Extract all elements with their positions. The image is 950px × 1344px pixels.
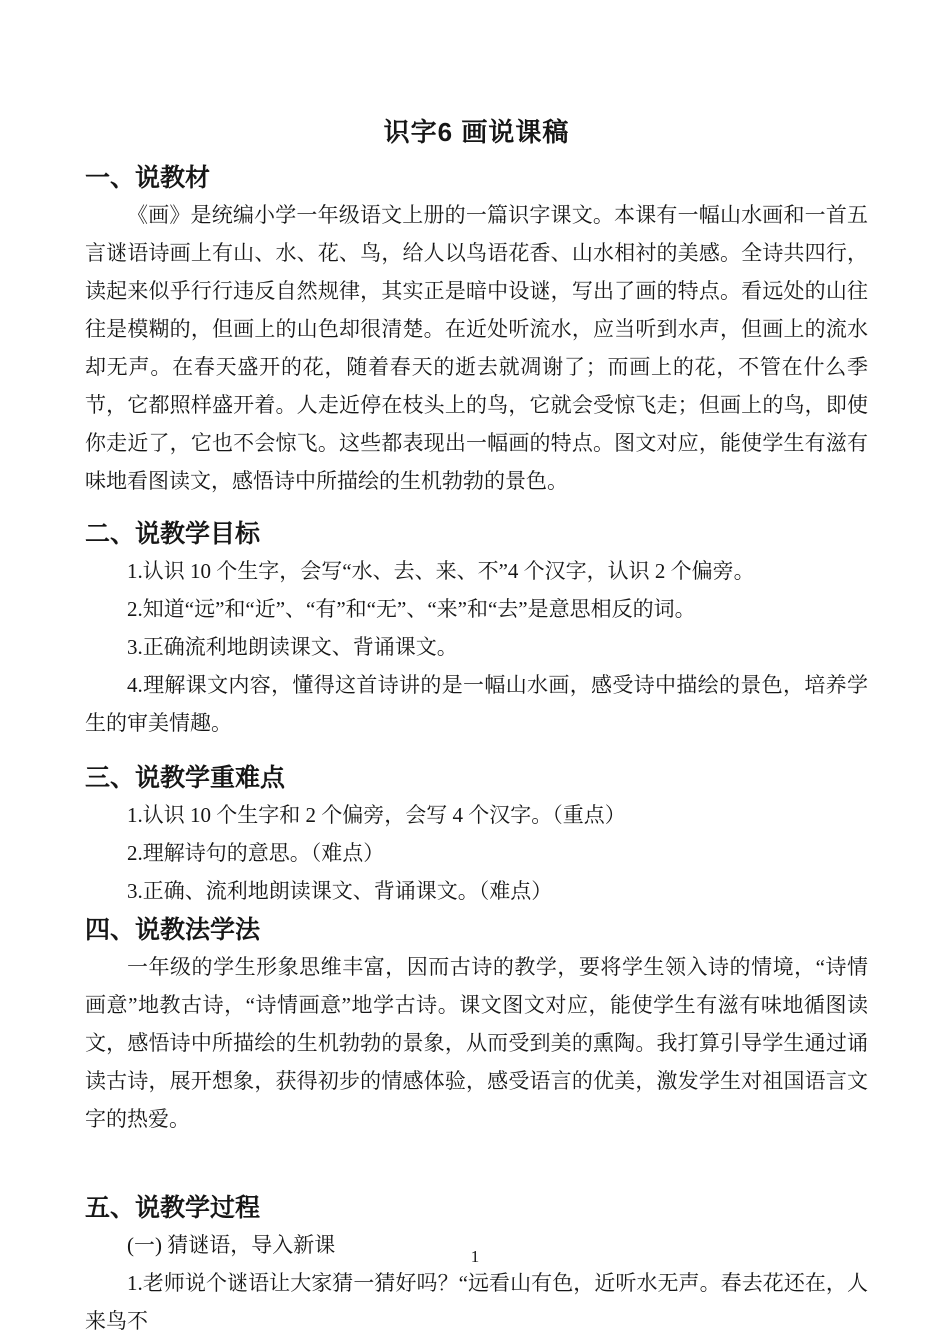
sub-step-title: (一) 猜谜语，导入新课	[127, 1233, 336, 1257]
section-shuo-jiaocai	[85, 160, 868, 500]
section-heading-shuo-jiaocai: 一、说教材	[85, 164, 211, 192]
list-item: 2.知道“远”和“近”、“有”和“无”、“来”和“去”是意思相反的词。	[127, 597, 696, 621]
paragraph: 一年级的学生形象思维丰富，因而古诗的教学，要将学生领入诗的情境，“诗情画意”地教古诗，“诗情画意”地学古诗。课文图文对应，能使学生有滋有味地循图读文，感悟诗中所描绘的生机勃勃的景象，从而受到美的熏陶。我打算引导学生通过诵读古诗，展开想象，获得初步的情感体验，感受语言的优美，激发学生对祖国语言文字的热爱。	[85, 955, 868, 1131]
list-item: 4.理解课文内容，懂得这首诗讲的是一幅山水画，感受诗中描绘的景色，培养学生的审美情趣。	[85, 673, 868, 735]
list-item: 3.正确、流利地朗读课文、背诵课文。（难点）	[127, 879, 553, 903]
section-heading-jiaoxue-guocheng: 五、说教学过程	[85, 1194, 261, 1222]
section-heading-jiaoxue-mubiao: 二、说教学目标	[85, 520, 261, 548]
document-title: 识字6 画说课稿	[383, 117, 570, 147]
list-item: 1.认识 10 个生字和 2 个偏旁，会写 4 个汉字。（重点）	[127, 803, 626, 827]
list-item: 3.正确流利地朗读课文、背诵课文。	[127, 635, 458, 659]
list-item: 1.老师说个谜语让大家猜一猜好吗？“远看山有色，近听水无声。春去花还在，人来鸟不	[85, 1271, 868, 1333]
section-jiaofa-xuefa	[85, 912, 868, 1138]
section-heading-jiaofa-xuefa: 四、说教法学法	[85, 916, 261, 944]
page-number: 1	[470, 1247, 480, 1266]
list-item: 1.认识 10 个生字，会写“水、去、来、不”4 个汉字，认识 2 个偏旁。	[127, 559, 755, 583]
list-item: 2.理解诗句的意思。（难点）	[127, 841, 385, 865]
section-heading-zhongnandian: 三、说教学重难点	[85, 764, 286, 792]
section-jiaoxue-mubiao	[85, 516, 868, 742]
section-zhongnandian	[85, 760, 868, 910]
paragraph: 《画》是统编小学一年级语文上册的一篇识字课文。本课有一幅山水画和一首五言谜语诗画上有山、水、花、鸟，给人以鸟语花香、山水相衬的美感。全诗共四行，读起来似乎行行违反自然规律，其实正是暗中设谜，写出了画的特点。看远处的山往往是模糊的，但画上的山色却很清楚。在近处听流水，应当听到水声，但画上的流水却无声。在春天盛开的花，随着春天的逝去就凋谢了；而画上的花，不管在什么季节，它都照样盛开着。人走近停在枝头上的鸟，它就会受惊飞走；但画上的鸟，即使你走近了，它也不会惊飞。这些都表现出一幅画的特点。图文对应，能使学生有滋有味地看图读文，感悟诗中所描绘的生机勃勃的景色。	[85, 203, 868, 493]
